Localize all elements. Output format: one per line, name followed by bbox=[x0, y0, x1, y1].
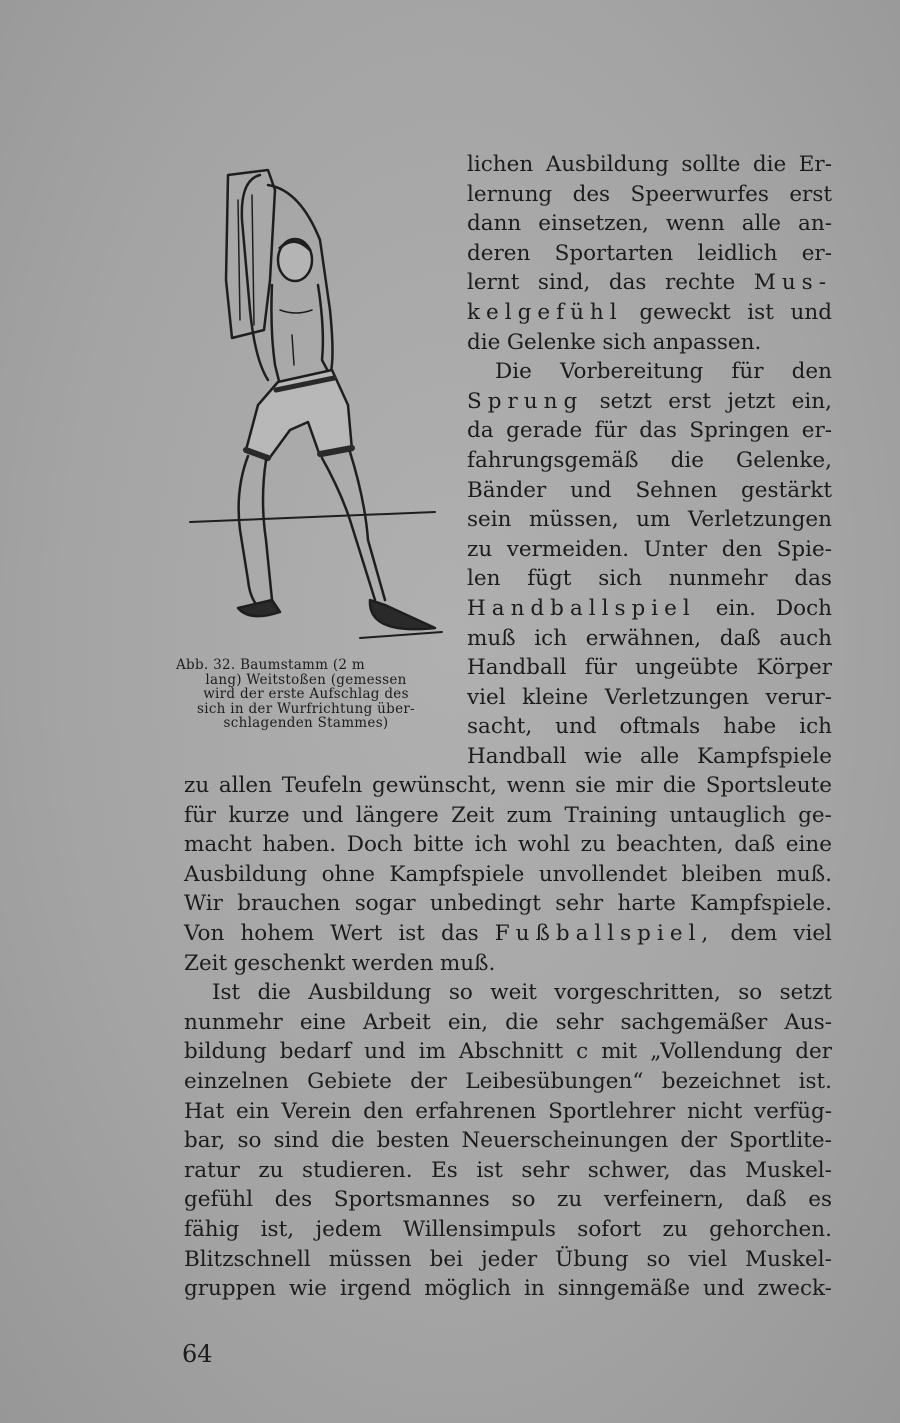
text-line bbox=[467, 150, 832, 180]
text-line bbox=[467, 742, 832, 772]
word: ratur bbox=[184, 1157, 240, 1183]
word: alle bbox=[639, 744, 680, 769]
word: sofort bbox=[577, 1217, 642, 1242]
word: Sportlite- bbox=[729, 1128, 832, 1154]
word: Handball bbox=[467, 744, 567, 769]
word: kelgefühl bbox=[467, 300, 623, 325]
word: vermeiden. bbox=[506, 536, 630, 562]
word: im bbox=[418, 1039, 446, 1065]
word: Vorbereitung bbox=[560, 359, 704, 385]
word: des bbox=[274, 1187, 313, 1213]
word: fähig bbox=[184, 1217, 240, 1242]
text-line bbox=[184, 949, 832, 979]
word: verfüg- bbox=[754, 1098, 832, 1124]
word: brauchen bbox=[237, 891, 341, 917]
word: den bbox=[363, 1098, 404, 1124]
word: Sprung bbox=[467, 388, 584, 414]
word: verfeinern, bbox=[603, 1187, 725, 1213]
word: bar, bbox=[184, 1128, 226, 1154]
word: Es bbox=[431, 1157, 458, 1183]
word: unbedingt bbox=[429, 891, 541, 917]
word: der bbox=[410, 1069, 447, 1094]
word: lernung bbox=[467, 181, 553, 207]
word: zu bbox=[184, 773, 210, 798]
word: den bbox=[791, 359, 832, 385]
word: hohem bbox=[240, 921, 315, 946]
word: macht bbox=[184, 832, 252, 858]
word: Wir bbox=[184, 891, 223, 917]
text-line bbox=[184, 1156, 832, 1186]
word: Blitzschnell bbox=[184, 1246, 311, 1272]
word: sacht, bbox=[467, 714, 533, 740]
word: sollte bbox=[681, 152, 741, 177]
text-line bbox=[467, 712, 832, 742]
word: Sehnen bbox=[635, 477, 718, 503]
word: den bbox=[721, 536, 763, 562]
word: Ausbildung bbox=[308, 980, 432, 1006]
text-line bbox=[467, 268, 832, 298]
text-line bbox=[184, 1037, 832, 1067]
text-line bbox=[467, 535, 832, 565]
word: Neuerscheinungen bbox=[461, 1128, 669, 1154]
text-line bbox=[184, 1126, 832, 1156]
word: erfahrenen bbox=[415, 1098, 537, 1124]
word: sind bbox=[273, 1128, 320, 1154]
word: viel bbox=[793, 921, 832, 946]
word: nicht bbox=[686, 1098, 743, 1124]
word: und bbox=[790, 300, 832, 325]
word: habe bbox=[723, 714, 777, 740]
word: oftmals bbox=[619, 714, 701, 740]
word: sachgemäßer bbox=[620, 1009, 768, 1035]
word: bildung bbox=[184, 1039, 267, 1065]
word: ich bbox=[799, 714, 832, 740]
word: ich bbox=[534, 625, 568, 651]
word: gewünscht, bbox=[372, 773, 497, 798]
word: er- bbox=[801, 240, 832, 266]
word: Speerwurfes bbox=[630, 181, 769, 207]
word: jeder bbox=[481, 1246, 538, 1272]
word: Willensimpuls bbox=[403, 1217, 556, 1242]
word: längere bbox=[355, 802, 439, 828]
word: jedem bbox=[315, 1217, 382, 1242]
word: werden bbox=[351, 950, 434, 976]
word: Von bbox=[184, 921, 225, 946]
text-line bbox=[467, 446, 832, 476]
word: zu bbox=[557, 1187, 583, 1213]
word: weit bbox=[490, 980, 537, 1006]
word: Teufeln bbox=[281, 773, 363, 798]
word: rechte bbox=[665, 270, 736, 296]
word: Muskel- bbox=[745, 1246, 832, 1272]
word: schwer, bbox=[587, 1157, 671, 1183]
word: dem bbox=[730, 921, 778, 946]
word: des bbox=[572, 181, 611, 207]
caption-line: lang) Weitstoßen (gemessen bbox=[205, 671, 407, 688]
word: das bbox=[689, 1157, 727, 1183]
word: Zeit bbox=[451, 802, 495, 828]
word: daß bbox=[719, 625, 761, 651]
word: vorgeschritten, bbox=[554, 980, 721, 1006]
word: sind, bbox=[537, 270, 591, 296]
word: geweckt bbox=[639, 300, 731, 325]
word: Training bbox=[564, 802, 658, 828]
word: die bbox=[752, 152, 787, 177]
word: setzt bbox=[599, 388, 652, 414]
word: sie bbox=[575, 773, 606, 798]
text-line bbox=[467, 209, 832, 239]
text-line bbox=[184, 1274, 832, 1304]
word: Verein bbox=[281, 1098, 352, 1124]
word: erwähnen, bbox=[585, 625, 702, 651]
word: möglich bbox=[424, 1276, 511, 1302]
text-line bbox=[184, 1008, 832, 1038]
word: Arbeit bbox=[363, 1009, 431, 1035]
word: Ausbildung bbox=[184, 861, 308, 887]
word: Fußballspiel, bbox=[494, 921, 715, 946]
word: das bbox=[639, 418, 677, 444]
text-line bbox=[467, 239, 832, 269]
word: nunmehr bbox=[668, 566, 768, 592]
word: lernt bbox=[467, 270, 520, 296]
word: er- bbox=[801, 418, 832, 444]
word: gefühl bbox=[184, 1187, 254, 1213]
word: ist bbox=[476, 1157, 503, 1183]
word: Wert bbox=[330, 921, 383, 946]
word: mir bbox=[615, 773, 654, 798]
word: Übung bbox=[555, 1246, 629, 1272]
word: sehr bbox=[521, 1157, 570, 1183]
word: sinngemäße bbox=[557, 1276, 691, 1302]
text-line bbox=[184, 1067, 832, 1097]
word: zu bbox=[580, 832, 606, 858]
word: für bbox=[184, 802, 217, 828]
word: fahrungsgemäß bbox=[467, 448, 639, 473]
word: die bbox=[257, 980, 291, 1006]
word: untauglich bbox=[669, 802, 786, 828]
word: Springen bbox=[689, 418, 790, 444]
word: zu bbox=[258, 1157, 284, 1183]
word: haben. bbox=[262, 832, 337, 858]
word: Doch bbox=[346, 832, 403, 858]
word: Muskel- bbox=[745, 1157, 832, 1183]
word: kurze bbox=[228, 802, 290, 828]
word: viel bbox=[688, 1246, 728, 1272]
word: bitte bbox=[413, 832, 465, 858]
word: studieren. bbox=[302, 1157, 413, 1183]
text-line bbox=[184, 830, 832, 860]
word: Leibesübungen“ bbox=[465, 1069, 644, 1094]
word: die bbox=[662, 773, 697, 798]
word: Verletzungen bbox=[604, 684, 749, 710]
word: gerade bbox=[506, 418, 583, 444]
word: Sportsleute bbox=[705, 773, 832, 798]
word: Kampfspiele bbox=[696, 744, 832, 769]
word: jetzt bbox=[727, 388, 776, 414]
word: zweck- bbox=[757, 1276, 832, 1302]
word: Körper bbox=[756, 655, 832, 681]
word: Mus- bbox=[753, 270, 832, 296]
word: zum bbox=[506, 802, 553, 828]
word: muß. bbox=[776, 861, 832, 887]
word: das bbox=[608, 270, 647, 296]
word: gestärkt bbox=[741, 477, 832, 503]
word: da bbox=[467, 418, 494, 444]
caption-line: wird der erste Aufschlag des bbox=[203, 686, 409, 702]
word: zu bbox=[467, 536, 493, 562]
word: Sportsmannes bbox=[333, 1187, 490, 1213]
word: Die bbox=[495, 359, 532, 385]
word: müssen, bbox=[528, 507, 619, 533]
word: Hat bbox=[184, 1098, 225, 1124]
word: und bbox=[301, 802, 344, 828]
word: zu bbox=[662, 1217, 688, 1242]
word: leidlich bbox=[697, 240, 778, 266]
word: dann bbox=[467, 211, 522, 237]
word: der bbox=[680, 1128, 718, 1154]
word: sogar bbox=[354, 891, 416, 917]
word: sich bbox=[598, 566, 643, 592]
word: auch bbox=[779, 625, 832, 651]
word: ein. bbox=[715, 596, 756, 621]
word: verur- bbox=[765, 684, 832, 710]
word: die bbox=[670, 448, 704, 473]
word: beachten, bbox=[616, 832, 724, 858]
word: so bbox=[511, 1187, 536, 1213]
word: Ausbildung bbox=[545, 152, 669, 177]
caption-line: Abb. 32. Baumstamm (2 m bbox=[176, 657, 365, 673]
word: müssen bbox=[328, 1246, 412, 1272]
word: len bbox=[467, 566, 501, 592]
text-line bbox=[467, 564, 832, 594]
word: ich bbox=[474, 832, 508, 858]
word: daß bbox=[745, 1187, 787, 1213]
word: so bbox=[237, 1128, 262, 1154]
word: unvollendet bbox=[538, 861, 668, 887]
text-line bbox=[467, 298, 832, 328]
word: ungeübte bbox=[635, 655, 739, 681]
word: um bbox=[636, 507, 671, 533]
word: wie bbox=[584, 744, 623, 769]
word: das bbox=[440, 921, 479, 946]
text-line bbox=[184, 1245, 832, 1275]
word: Handball bbox=[467, 655, 567, 681]
word: Verletzungen bbox=[687, 507, 832, 533]
word: eine bbox=[785, 832, 832, 858]
word: Gebiete bbox=[307, 1069, 392, 1094]
word: ist. bbox=[798, 1069, 832, 1094]
word: Gelenke, bbox=[736, 448, 832, 473]
word: harte bbox=[617, 891, 676, 917]
word: Kampfspiele. bbox=[690, 891, 832, 917]
word: ein, bbox=[791, 388, 832, 414]
word: ist bbox=[747, 300, 774, 325]
word: ist, bbox=[260, 1217, 295, 1242]
word: und bbox=[364, 1039, 406, 1065]
word: setzt bbox=[779, 980, 832, 1006]
word: die bbox=[331, 1128, 365, 1154]
text-line bbox=[184, 1097, 832, 1127]
word: in bbox=[523, 1276, 545, 1302]
caption-line: schlagenden Stammes) bbox=[223, 715, 389, 731]
word: viel bbox=[467, 684, 506, 710]
word: Zeit bbox=[184, 950, 228, 976]
text-line bbox=[467, 624, 832, 654]
word: bezeichnet bbox=[661, 1069, 781, 1094]
word: ein, bbox=[447, 1009, 489, 1035]
word: an- bbox=[798, 211, 832, 237]
word: einzelnen bbox=[184, 1069, 289, 1094]
word: kleine bbox=[522, 684, 589, 710]
text-line bbox=[467, 328, 832, 358]
word: nunmehr bbox=[184, 1009, 283, 1035]
text-line bbox=[184, 919, 832, 949]
text-line bbox=[184, 889, 832, 919]
word: ist bbox=[398, 921, 425, 946]
word: deren bbox=[467, 240, 531, 266]
text-line bbox=[467, 180, 832, 210]
word: wohl bbox=[517, 832, 571, 858]
word: c bbox=[576, 1039, 589, 1065]
word: daß bbox=[734, 832, 776, 858]
word: wenn bbox=[506, 773, 566, 798]
word: Bänder bbox=[467, 477, 547, 503]
word: erst bbox=[668, 388, 711, 414]
word: bei bbox=[429, 1246, 464, 1272]
word: gruppen bbox=[184, 1276, 276, 1302]
text-line bbox=[184, 978, 832, 1008]
word: für bbox=[594, 418, 627, 444]
text-line bbox=[467, 594, 832, 624]
word: Sportarten bbox=[554, 240, 674, 266]
word: muß bbox=[467, 625, 516, 651]
word: und bbox=[570, 477, 612, 503]
word: und bbox=[703, 1276, 745, 1302]
word: sehr bbox=[555, 891, 604, 917]
word: wenn bbox=[665, 211, 725, 237]
text-line bbox=[467, 505, 832, 535]
word: besten bbox=[376, 1128, 450, 1154]
word: einsetzen, bbox=[538, 211, 649, 237]
text-line bbox=[467, 683, 832, 713]
word: Ist bbox=[212, 980, 241, 1006]
text-line bbox=[184, 771, 832, 801]
word: sein bbox=[467, 507, 512, 533]
word: allen bbox=[218, 773, 273, 798]
word: Handballspiel bbox=[467, 596, 696, 621]
word: sich bbox=[602, 329, 647, 355]
word: ohne bbox=[321, 861, 375, 887]
word: Aus- bbox=[784, 1009, 832, 1035]
word: „Vollendung bbox=[650, 1039, 783, 1065]
word: sehr bbox=[555, 1009, 604, 1035]
word: bleiben bbox=[681, 861, 763, 887]
word: so bbox=[738, 980, 763, 1006]
word: alle bbox=[741, 211, 782, 237]
text-line bbox=[184, 1185, 832, 1215]
word: fügt bbox=[527, 566, 572, 592]
word: gehorchen. bbox=[709, 1217, 832, 1242]
word: mit bbox=[601, 1039, 638, 1065]
word: bedarf bbox=[279, 1039, 352, 1065]
word: so bbox=[646, 1246, 671, 1272]
word: für bbox=[584, 655, 617, 681]
word: die bbox=[505, 1009, 539, 1035]
word: Doch bbox=[775, 596, 832, 621]
word: erst bbox=[789, 181, 832, 207]
word: Er- bbox=[798, 152, 832, 177]
word: wie bbox=[288, 1276, 327, 1302]
athlete-lifting-log-icon bbox=[180, 160, 445, 650]
text-line bbox=[184, 801, 832, 831]
word: ge- bbox=[798, 802, 832, 828]
word: Kampfspiele bbox=[389, 861, 525, 887]
text-line bbox=[467, 357, 832, 387]
word: anpassen. bbox=[652, 329, 762, 355]
word: irgend bbox=[339, 1276, 412, 1302]
word: es bbox=[808, 1187, 832, 1213]
word: geschenkt bbox=[233, 950, 346, 976]
word: für bbox=[731, 359, 764, 385]
word: lichen bbox=[467, 152, 534, 177]
word: Sportlehrer bbox=[548, 1098, 676, 1124]
text-line bbox=[467, 653, 832, 683]
word: Gelenke bbox=[506, 329, 596, 355]
caption-line: sich in der Wurfrichtung über- bbox=[196, 700, 416, 717]
word: und bbox=[555, 714, 597, 740]
page-number: 64 bbox=[182, 1340, 213, 1368]
text-line bbox=[467, 416, 832, 446]
text-line bbox=[184, 860, 832, 890]
word: der bbox=[795, 1039, 832, 1065]
word: so bbox=[448, 980, 473, 1006]
word: das bbox=[794, 566, 832, 592]
word: ein bbox=[236, 1098, 270, 1124]
figure-caption bbox=[172, 658, 440, 731]
word: Abschnitt bbox=[458, 1039, 564, 1065]
word: Unter bbox=[643, 536, 708, 562]
text-line bbox=[467, 476, 832, 506]
text-line bbox=[184, 1215, 832, 1245]
word: muß. bbox=[439, 950, 496, 976]
text-line bbox=[467, 387, 832, 417]
word: die bbox=[467, 329, 501, 355]
word: eine bbox=[299, 1009, 346, 1035]
word: Spie- bbox=[776, 536, 832, 562]
